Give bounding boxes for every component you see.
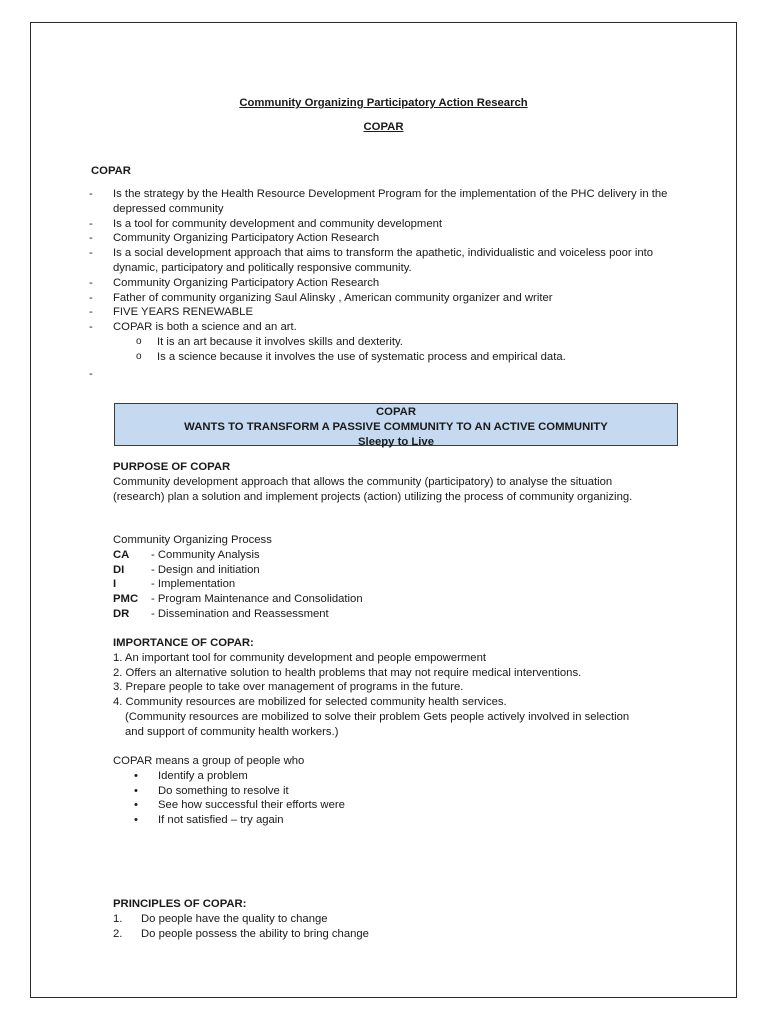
list-item: - Community Organizing Participatory Action Research	[89, 276, 679, 291]
process-heading: Community Organizing Process	[113, 534, 272, 546]
section-heading-copar: COPAR	[91, 165, 131, 177]
list-item: • See how successful their efforts were	[113, 798, 653, 813]
process-desc: - Dissemination and Reassessment	[151, 607, 329, 620]
list-item	[89, 320, 679, 364]
list-number: 1.	[113, 912, 123, 925]
importance-note: (Community resources are mobilized to solve their problem Gets people actively involved in selection and support of community health workers.)	[125, 710, 630, 738]
process-step	[113, 577, 653, 592]
list-item: - Father of community organizing Saul Alinsky , American community organizer and writer	[89, 291, 679, 306]
art-science-sublist	[113, 335, 679, 365]
list-item: 1. An important tool for community development and people empowerment	[113, 651, 487, 664]
list-item: • If not satisfied – try again	[113, 813, 653, 828]
list-item: - Is a social development approach that aims to transform the apathetic, individualistic and voiceless poor into dynamic, participatory and politically responsive community.	[89, 246, 679, 276]
document-subtitle: COPAR	[363, 121, 404, 133]
purpose-section	[113, 460, 653, 504]
list-item-text: Do people have the quality to change	[141, 912, 328, 925]
list-item	[113, 912, 653, 927]
empty-list-item	[89, 367, 679, 382]
copar-definition-list	[89, 187, 679, 381]
process-step	[113, 592, 653, 607]
list-item: • Do something to resolve it	[113, 784, 653, 799]
document-page	[30, 22, 737, 998]
list-item-text: Do people possess the ability to bring change	[141, 927, 369, 940]
importance-heading: IMPORTANCE OF COPAR:	[113, 637, 254, 649]
importance-section	[113, 636, 673, 740]
sub-list-item: o Is a science because it involves the use of systematic process and empirical data.	[136, 350, 679, 365]
process-desc: - Design and initiation	[151, 563, 260, 576]
principles-list	[113, 912, 653, 942]
process-step	[113, 548, 653, 563]
box-title: COPAR	[376, 406, 416, 418]
process-desc: - Community Analysis	[151, 548, 260, 561]
sub-list-item: o It is an art because it involves skills and dexterity.	[136, 335, 679, 350]
means-heading: COPAR means a group of people who	[113, 755, 305, 767]
purpose-heading: PURPOSE OF COPAR	[113, 461, 231, 473]
process-section	[113, 533, 653, 622]
list-item: 2. Offers an alternative solution to health problems that may not require medical interventions.	[113, 666, 582, 679]
process-code: CA	[113, 548, 130, 561]
list-item: - FIVE YEARS RENEWABLE	[89, 305, 679, 320]
process-desc: - Implementation	[151, 578, 236, 591]
process-code: DR	[113, 607, 130, 620]
document-title: Community Organizing Participatory Action Research	[239, 97, 528, 109]
process-code: PMC	[113, 593, 139, 606]
process-step	[113, 607, 653, 622]
list-number: 2.	[113, 927, 123, 940]
means-list	[113, 769, 653, 828]
list-item-text: COPAR is both a science and an art.	[113, 321, 297, 334]
list-item: 3. Prepare people to take over management of programs in the future.	[113, 681, 464, 694]
process-step	[113, 563, 653, 578]
copar-highlight-box	[114, 403, 678, 446]
box-statement: WANTS TO TRANSFORM A PASSIVE COMMUNITY TO AN ACTIVE COMMUNITY	[184, 420, 608, 433]
process-code: DI	[113, 563, 125, 576]
means-section	[113, 754, 653, 828]
principles-heading: PRINCIPLES OF COPAR:	[113, 898, 247, 910]
principles-section	[113, 897, 653, 941]
list-item: • Identify a problem	[113, 769, 653, 784]
process-desc: - Program Maintenance and Consolidation	[151, 593, 363, 606]
list-item: - Is a tool for community development and community development	[89, 217, 679, 232]
process-code: I	[113, 578, 117, 591]
purpose-text: Community development approach that allows the community (participatory) to analyse the situation (research) plan a solution and implement projects (action) utilizing the process of community organizing.	[113, 475, 633, 503]
list-item: - Community Organizing Participatory Action Research	[89, 231, 679, 246]
list-item: - Is the strategy by the Health Resource Development Program for the implementation of the PHC delivery in the depressed community	[89, 187, 679, 217]
list-item: 4. Community resources are mobilized for selected community health services.	[113, 696, 507, 709]
importance-list	[113, 651, 673, 710]
box-tagline: Sleepy to Live	[358, 435, 434, 448]
list-item	[113, 927, 653, 942]
